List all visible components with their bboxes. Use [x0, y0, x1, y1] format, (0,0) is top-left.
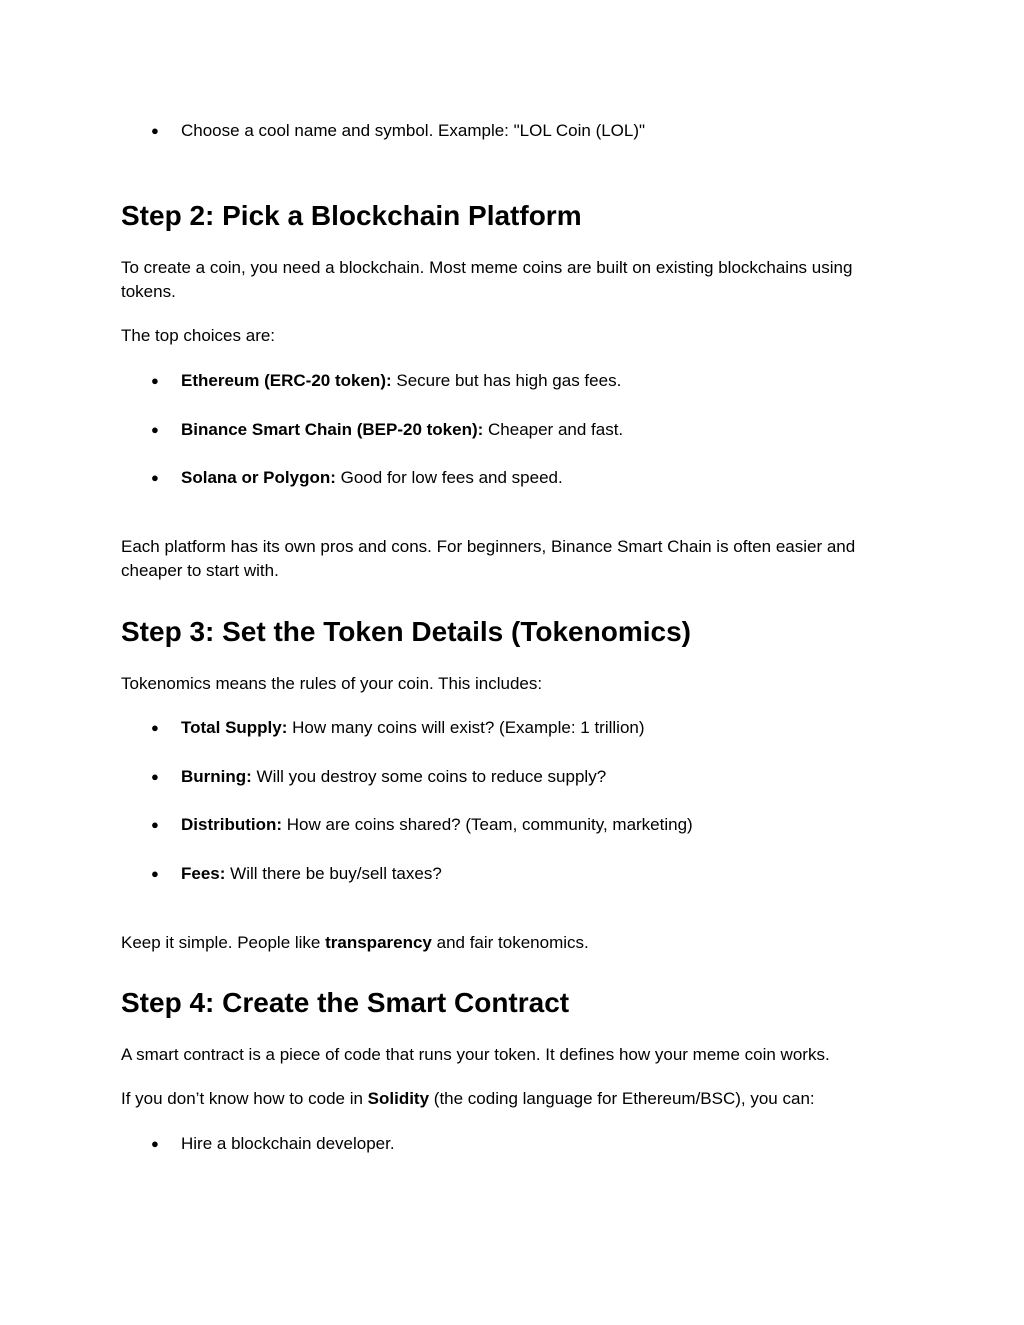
- emphasis-text: transparency: [325, 933, 432, 952]
- list-item-text: Choose a cool name and symbol. Example: "LOL Coin (LOL)": [181, 121, 646, 140]
- bullet-icon: ●: [151, 720, 159, 735]
- text-run: (the coding language for Ethereum/BSC), you can:: [429, 1089, 815, 1108]
- bullet-icon: ●: [151, 422, 159, 437]
- list-item-label: Burning:: [181, 767, 252, 786]
- list-item-text: How are coins shared? (Team, community, marketing): [282, 815, 693, 834]
- list-item-label: Total Supply:: [181, 718, 288, 737]
- list-item-label: Distribution:: [181, 815, 283, 834]
- list-item-label: Fees:: [181, 864, 226, 883]
- step2-choices-intro: The top choices are:: [121, 326, 276, 345]
- list-item: [151, 716, 645, 740]
- list-item: [151, 369, 621, 393]
- text-run: Keep it simple. People like: [121, 933, 326, 952]
- step2-heading: Step 2: Pick a Blockchain Platform: [121, 200, 582, 231]
- step3-paragraph: Tokenomics means the rules of your coin. This includes:: [121, 674, 543, 693]
- list-item: [151, 1132, 395, 1156]
- step4-options-intro: [121, 1087, 911, 1111]
- bullet-icon: ●: [151, 123, 159, 138]
- bullet-icon: ●: [151, 817, 159, 832]
- list-item: [151, 862, 442, 886]
- step3-closing-paragraph: [121, 931, 911, 955]
- step3-heading: Step 3: Set the Token Details (Tokenomics): [121, 616, 691, 647]
- list-item-text: Hire a blockchain developer.: [181, 1134, 395, 1153]
- list-item-text: Good for low fees and speed.: [335, 468, 563, 487]
- list-item: [151, 765, 606, 789]
- bullet-icon: ●: [151, 769, 159, 784]
- list-item-text: How many coins will exist? (Example: 1 trillion): [287, 718, 645, 737]
- list-item-label: Binance Smart Chain (BEP-20 token):: [181, 420, 484, 439]
- step2-paragraph: To create a coin, you need a blockchain. Most meme coins are built on existing blockchains using tokens.: [121, 258, 853, 301]
- bullet-icon: ●: [151, 373, 159, 388]
- step2-closing-paragraph: Each platform has its own pros and cons. For beginners, Binance Smart Chain is often easier and cheaper to start with.: [121, 537, 856, 580]
- list-item-label: Solana or Polygon:: [181, 468, 336, 487]
- list-item-text: Will you destroy some coins to reduce supply?: [251, 767, 607, 786]
- list-item: [151, 466, 563, 490]
- list-item: [151, 119, 645, 143]
- step4-heading: Step 4: Create the Smart Contract: [121, 987, 570, 1018]
- bullet-icon: ●: [151, 866, 159, 881]
- list-item-text: Secure but has high gas fees.: [391, 371, 622, 390]
- list-item-label: Ethereum (ERC-20 token):: [181, 371, 392, 390]
- list-item-text: Cheaper and fast.: [483, 420, 624, 439]
- emphasis-text: Solidity: [367, 1089, 430, 1108]
- bullet-icon: ●: [151, 470, 159, 485]
- list-item-text: Will there be buy/sell taxes?: [225, 864, 442, 883]
- bullet-icon: ●: [151, 1136, 159, 1151]
- list-item: [151, 813, 693, 837]
- text-run: and fair tokenomics.: [431, 933, 589, 952]
- list-item: [151, 418, 623, 442]
- step4-paragraph: A smart contract is a piece of code that runs your token. It defines how your meme coin works.: [121, 1045, 830, 1064]
- text-run: If you don’t know how to code in: [121, 1089, 368, 1108]
